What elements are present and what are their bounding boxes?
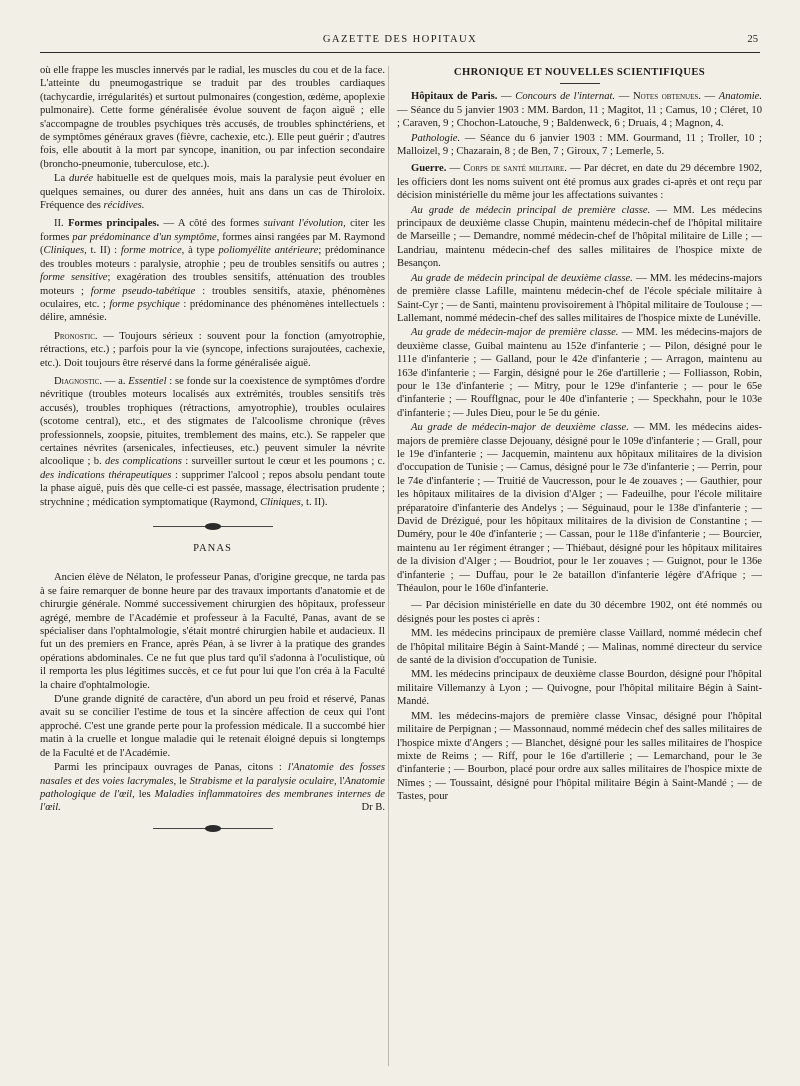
- text: : prédominance des phénomènes intellectuels : délire, amnésie.: [40, 298, 385, 324]
- text-italic: Cliniques,: [43, 245, 87, 257]
- obituary-works-paragraph: [40, 761, 385, 815]
- paragraph-promotion: [397, 204, 762, 271]
- text-italic: forme psychique: [109, 298, 180, 310]
- text: — Séance du 6 janvier 1903 : MM. Gourmand, 11 ; Troller, 10 ; Malloizel, 9 ; Chazarain, 8 ; de Ben, 7 ; Giroux, 7 ; Lemerle, 5.: [397, 132, 762, 158]
- text: : supprimer l'alcool ; repos absolu pendant toute la phase aiguë, puis dès que celle-ci est passée, massage, électrisation prudente ; strychnine ; médication symptomatique (Raymond,: [40, 469, 385, 508]
- text-italic: Concours de l'internat.: [515, 91, 616, 103]
- text: — MM. les médecins aides-majors de première classe Dejouany, désigné pour le 109e d'infanterie ; — Grall, pour le 19e d'infanterie ; — Jacquemin, maintenu aux hôpitaux militaires de la division d'occupation de Tunisie ; — Camus, désigné pour le 73e d'infanterie ; — Perrin, pour le 74e d'infanterie ; — Truitié de Vaucresson, pour le 4e zouaves ; — Gauthier, pour les hôpitaux militaires de la division d'Alger ; — Fadeuilhe, pour l'école militaire préparatoire d'infanterie des Andelys ; — Séguinaud, pour le 138e d'infanterie ; — David de Drézigué, pour les hôpitaux militaires de la division de Constantine ; — Duméry, pour le 40e d'infanterie ; — Cassan, pour le 118e d'infanterie ; — Bourcier, maintenu au 1er régiment étranger ; — Thiébaut, désigné pour les hôpitaux militaires de la division d'Alger ; — Boudriot, pour le 1er zouaves ; — Guignot, pour le 136e d'infanterie ; — Duffau, pour le 2e bataillon d'infanterie légère d'Afrique ; — Théaulon, pour le 160e d'infanterie.: [397, 422, 762, 595]
- paragraph-promotion: [397, 421, 762, 595]
- text-italic: Strabisme et la paralysie oculaire,: [189, 775, 337, 787]
- right-column: [397, 64, 762, 805]
- paragraph-prognosis: [40, 330, 385, 370]
- subheading: Pronostic.: [54, 330, 98, 342]
- paragraph-ministerial-decision: — Par décision ministérielle en date du 30 décembre 1902, ont été nommés ou désignés pour les postes ci après :: [397, 600, 762, 625]
- paragraph-appointments: MM. les médecins principaux de deuxième classe Bourdon, désigné pour l'hôpital militaire Villemanzy à Lyon ; — Quivogne, pour l'hôpital militaire Bégin à Saint-Mandé.: [397, 669, 762, 708]
- column-divider: [388, 66, 389, 1066]
- text-italic: Cliniques,: [260, 496, 304, 508]
- text-italic: Maladies inflammatoires des membranes internes de l'œil.: [40, 788, 385, 814]
- text-italic: Au grade de médecin-major de première classe.: [411, 327, 619, 339]
- text-italic: Au grade de médecin-major de deuxième classe.: [411, 422, 629, 434]
- text-italic: suivant l'évolution,: [263, 218, 346, 230]
- text: — Toujours sérieux : souvent pour la fonction (amyotrophie, rétractions, etc.) ; parfois pour la vie (syncope, infections surajoutées, cachexie, etc.). Doit toujours être réservé dans la forme généralisée aiguë.: [40, 330, 385, 369]
- text-italic: récidives.: [103, 200, 145, 212]
- paragraph-appointments: MM. les médecins-majors de première classe Vinsac, désigné pour l'hôpital militaire de Perpignan ; — Massonnaud, nommé médecin chef des salles militaires de l'hospice mixte d'Angers ; — Blanchet, désigné pour les salles militaires de l'hospice mixte de Reims ; — Riff, pour le 16e d'artillerie ; — Lemarchand, pour le 3e d'infanterie ; — Bourbon, placé pour ordre aux salles militaires de l'hospice mixte de Nîmes ; — Toussaint, désigné pour l'hôpital militaire Bégin à Saint-Mandé ; — de Tastes, pour: [397, 710, 762, 803]
- text-italic: forme sensitive: [40, 272, 108, 284]
- text: : se fonde sur la coexistence de symptômes d'ordre névritique (troubles moteurs localisés aux extrémités, troubles sensitifs très accusés), troubles trophiques (rétractions, amyotrophie), troubles oculaires (scotome central), etc., et des stigmates de l'alcoolisme chronique (rêves professionnels, zoopsie, pituites, tremblement des mains, etc.). Se rappeler que certaines névrites (arsenicales, infectieuses, etc.) peuvent simuler la névrite alcoolique ; b.: [40, 375, 386, 468]
- text-italic: forme pseudo-tabétique: [90, 285, 196, 297]
- paragraph-duration: [40, 172, 385, 212]
- paragraph-promotion: [397, 326, 762, 420]
- text: — Séance du 5 janvier 1903 : MM. Bardon, 11 ; Magitot, 11 ; Camus, 10 ; Cléret, 10 ; Caraven, 9 ; Chochon-Latouche, 9 ; Baldenweck, 6 ; Druais, 4 ; Magnon, 4.: [397, 104, 762, 130]
- text-smallcaps: Corps de santé militaire.: [463, 163, 567, 175]
- text: — MM. les médecins-majors de deuxième classe, Guibal maintenu au 152e d'infanterie ; — Pilon, désigné pour le 111e d'infanterie ; — Galland, pour le 42e d'infanterie ; — Arragon, maintenu au 163e d'infanterie ; — Fargin, désigné pour le 26e d'artillerie ; — Folliasson, Robin, pour le 13e d'infanterie ; — Mitry, pour le 129e d'infanterie ; — pour le 65e d'infanterie ; — Roufflgnac, pour le 40e d'infanterie ; — Speckhahn, pour le 103e d'infanterie ; — Jules Dieu, pour le 5e du génie.: [397, 327, 763, 419]
- paragraph-generalized-form: où elle frappe les muscles innervés par le radial, les muscles du cou et de la face. L'atteinte du pneumogastrique se traduit par des troubles cardiaques (tachycardie, irrégularités) et surtout pulmonaires (congestion, œdème, apoplexie pulmonaire). Cette forme généralisée évolue souvent de façon aiguë ; elle s'accompagne de troubles psychiques très accusés, de troubles sphinctériens, et de symptômes généraux graves (fièvre, cachexie, etc.). Elle peut guérir ; d'autres fois, elle aboutit à la mort par syncope, inanition, ou par infection secondaire (broncho-pneumonie, tuberculose, etc.).: [40, 65, 385, 170]
- page-number: 25: [747, 34, 758, 45]
- text: — MM. Les médecins principaux de deuxième classe Chupin, maintenu médecin-chef de l'hôpital militaire de Marseille ; — Demandre, nommé médecin-chef de l'hôpital militaire de Lille ; — Landriau, maintenu médecin-chef des salles militaires de l'hospice mixte de Besançon.: [397, 204, 762, 270]
- text: ; exagération des troubles sensitifs, atténuation des troubles moteurs ;: [40, 272, 385, 297]
- text: —: [618, 91, 630, 103]
- text: : troubles sensitifs, ataxie, phénomènes oculaires, etc. ;: [40, 285, 385, 310]
- section-number: II.: [54, 218, 64, 230]
- obituary-paragraph: Ancien élève de Nélaton, le professeur Panas, d'origine grecque, ne tarda pas à se faire remarquer de bonne heure par des travaux importants d'anatomie et de chirurgie générale. Nommé successivement chirurgien des hôpitaux, professeur agrégé, membre de l'Académie et professeur à la Faculté, Panas, avant de se spécialiser dans l'ophtalmologie, s'était montré chirurgien habile et audacieux. Il fut un des premiers en France, après Péan, à se livrer à la pratique des grandes opérations abdominales. Ce ne fut que plus tard qu'il s'adonna à l'oculistique, où il remporta les plus légitimes succès, et ce fut pour lui que l'on créa à la Faculté la chaire d'ophtalmologie.: [40, 572, 385, 691]
- text-italic: Pathologie.: [411, 132, 461, 144]
- text-italic: par prédominance d'un symptôme,: [72, 231, 220, 243]
- author-signature: Dr B.: [361, 802, 385, 814]
- text: t. II).: [306, 496, 328, 508]
- text: —: [704, 91, 716, 103]
- text: l': [339, 775, 345, 787]
- text-italic: Au grade de médecin principal de deuxième classe.: [411, 272, 633, 284]
- text: les: [138, 788, 151, 800]
- text: formes ainsi rangées par M. Raymond (: [40, 231, 386, 257]
- text: le: [179, 775, 187, 787]
- text-smallcaps: Notes obtenues.: [632, 91, 701, 103]
- paragraph-war: [397, 162, 762, 202]
- text: : surveiller surtout le cœur et les poumons ; c.: [185, 456, 386, 468]
- obituary-paragraph: D'une grande dignité de caractère, d'un abord un peu froid et réservé, Panas avait su se concilier l'estime de tous et la sincère affection de ceux qui l'ont approché. C'est une grande perte pour la profession médicale. Il a succombé hier matin à la cruelle et longue maladie qui le retenait éloigné depuis si longtemps de la Faculté et de l'Académie.: [40, 694, 385, 759]
- paragraph-pathology: [397, 132, 762, 159]
- text-italic: Essentiel: [128, 375, 167, 387]
- paragraph-principal-forms: [40, 217, 385, 324]
- text: t. II) :: [90, 245, 118, 257]
- section-title: CHRONIQUE ET NOUVELLES SCIENTIFIQUES: [453, 67, 706, 78]
- paragraph-paris-hospitals: [397, 90, 762, 130]
- section-divider-ornament: [153, 825, 273, 832]
- text-italic: durée: [68, 173, 94, 185]
- paragraph-diagnosis: [40, 375, 385, 509]
- title-rule: [560, 83, 600, 84]
- text: —: [501, 91, 512, 103]
- text-italic: Au grade de médecin principal de première classe.: [411, 204, 651, 216]
- text-italic: Anatomie.: [718, 91, 763, 103]
- text: — A côté des formes: [163, 218, 260, 230]
- page-header: [40, 32, 760, 53]
- subheading: Guerre.: [411, 163, 447, 175]
- text: à type: [188, 245, 215, 257]
- text-italic: forme motrice,: [120, 245, 185, 257]
- text: ; prédominance des troubles moteurs : paralysie, atrophie ; peu de troubles sensitifs ou autres ;: [40, 245, 386, 270]
- text: Parmi les principaux ouvrages de Panas, citons :: [54, 762, 282, 774]
- subheading: Diagnostic.: [54, 375, 103, 387]
- text: —: [449, 163, 461, 175]
- text: — MM. les médecins-majors de première classe Lafille, maintenu médecin-chef de l'école spéciale militaire à Saint-Cyr ; — de Santi, maintenu provisoirement à l'hôpital militaire de Toulouse ; — Lallemant, nommé médecin-chef des salles militaires de l'hospice mixte de Lunéville.: [397, 272, 762, 324]
- text: La: [54, 173, 66, 185]
- text: — Par décret, en date du 29 décembre 1902, les officiers dont les noms suivent ont été promus aux grades ci-après et ont reçu par décision ministérielle du même jour les affectations suivantes :: [397, 163, 763, 202]
- text-italic: des complications: [105, 456, 182, 468]
- obituary-title: PANAS: [193, 543, 232, 554]
- journal-title: GAZETTE DES HOPITAUX: [322, 34, 478, 45]
- section-divider-ornament: [153, 523, 273, 530]
- text: — a.: [104, 375, 126, 387]
- text-italic: Anatomie pathologique de l'œil,: [40, 775, 386, 800]
- text-italic: poliomyélite antérieure: [218, 245, 319, 257]
- text: habituelle est de quelques mois, mais la paralysie peut évoluer en quelques semaines, ou durer des années, huit ans dans un cas de Thiroloix. Fréquence des: [40, 173, 385, 212]
- text-italic: l'Anatomie des fosses nasales et des voies lacrymales,: [40, 762, 385, 787]
- section-heading: Formes principales.: [68, 218, 160, 230]
- paragraph-promotion: [397, 272, 762, 326]
- text-italic: des indications thérapeutiques: [40, 469, 172, 481]
- paragraph-appointments: MM. les médecins principaux de première classe Vaillard, nommé médecin chef de l'hôpital militaire Bégin à Saint-Mandé ; — Malinas, nommé directeur du service de santé de la division d'occupation de Tunisie.: [397, 628, 762, 667]
- left-column: [40, 64, 385, 844]
- subheading: Hôpitaux de Paris.: [411, 91, 498, 103]
- text: citer les formes: [40, 218, 385, 243]
